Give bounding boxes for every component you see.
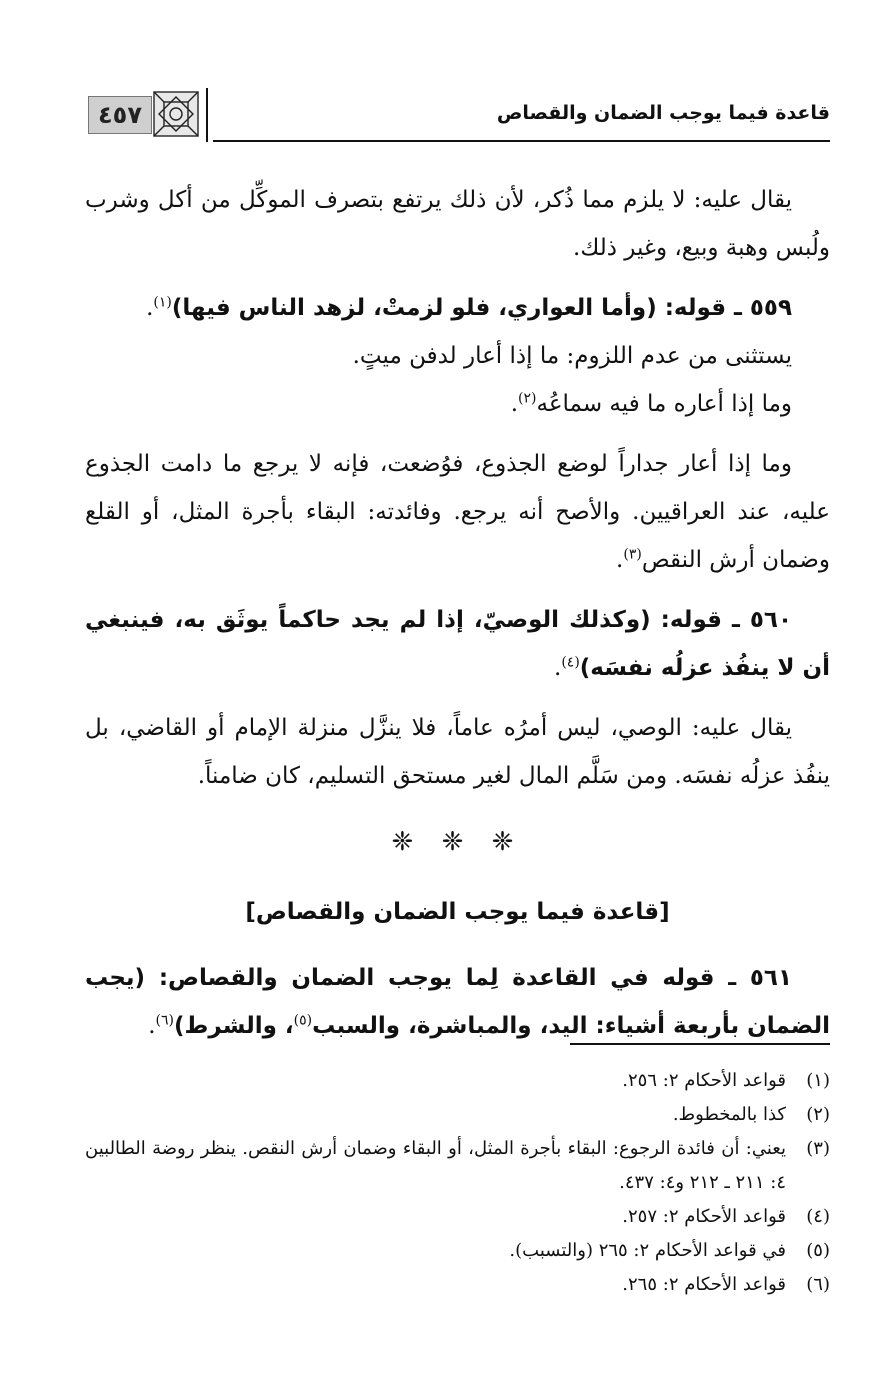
footnote-3	[85, 1132, 830, 1200]
footnote-number: (٤)	[806, 1206, 830, 1227]
footnote-1	[85, 1064, 830, 1098]
paragraph-559	[85, 284, 830, 332]
footnotes	[85, 1064, 830, 1302]
paragraph-560	[85, 596, 830, 692]
paragraph-561	[85, 954, 830, 1050]
footnote-rule	[570, 1043, 830, 1045]
footnote-number: (٢)	[806, 1104, 830, 1125]
paragraph-3: يستثنى من عدم اللزوم: ما إذا أعار لدفن ميتٍ.	[352, 343, 792, 369]
section-heading: [قاعدة فيما يوجب الضمان والقصاص]	[245, 899, 670, 925]
geometric-star-ornament-icon	[152, 90, 200, 138]
footnote-5	[85, 1234, 830, 1268]
statement-561-part-1: ٥٦١ ـ قوله في القاعدة لِما يوجب الضمان والقصاص: (يجب الضمان بأربعة أشياء: اليد، والمباشرة، والسبب	[85, 965, 830, 1039]
footnote-ref-6[interactable]: (٦)	[155, 1012, 174, 1029]
running-title: قاعدة فيما يوجب الضمان والقصاص	[496, 102, 830, 124]
paragraph-5	[85, 440, 830, 584]
paragraph-1: يقال عليه: لا يلزم مما ذُكر، لأن ذلك يرتفع بتصرف الموكِّل من أكل وشرب ولُبس وهبة وبيع، وغير ذلك.	[85, 187, 830, 261]
statement-561-part-2: ، والشرط)	[174, 1013, 294, 1039]
paragraph-561-end: .	[148, 1013, 156, 1039]
footnote-number: (٦)	[806, 1274, 830, 1295]
footnote-text: قواعد الأحكام ٢: ٢٥٦.	[622, 1070, 786, 1091]
footnote-number: (٥)	[806, 1240, 830, 1261]
paragraph-4-end: .	[510, 391, 519, 417]
paragraph-7: يقال عليه: الوصي، ليس أمرُه عاماً، فلا ينزَّل منزلة الإمام أو القاضي، بل ينفُذ عزلُه نفسَه. ومن سَلَّم المال لغير مستحق التسليم، كان ضامناً.	[85, 715, 830, 789]
footnote-ref-4[interactable]: (٤)	[561, 654, 580, 671]
footnote-number: (٣)	[806, 1138, 830, 1159]
footnote-ref-3[interactable]: (٣)	[623, 546, 642, 563]
section-separator: ❈ ❈ ❈	[391, 827, 524, 857]
paragraph-559-end: .	[146, 295, 154, 321]
footnote-text: قواعد الأحكام ٢: ٢٦٥.	[622, 1274, 786, 1295]
main-text	[85, 176, 830, 1062]
paragraph-5-end: .	[616, 547, 624, 573]
statement-559: ٥٥٩ ـ قوله: (وأما العواري، فلو لزمتْ، لزهد الناس فيها)	[171, 295, 792, 321]
footnote-ref-2[interactable]: (٢)	[518, 390, 537, 407]
running-header	[88, 88, 830, 144]
paragraph-560-end: .	[554, 655, 562, 681]
footnote-ref-5[interactable]: (٥)	[293, 1012, 313, 1029]
footnote-2	[85, 1098, 830, 1132]
footnote-text: يعني: أن فائدة الرجوع: البقاء بأجرة المثل، أو البقاء وضمان أرش النقص. ينظر روضة الطالبين ٤: ٢١١ ـ ٢١٢ و٤: ٤٣٧.	[85, 1138, 786, 1193]
footnote-ref-1[interactable]: (١)	[153, 294, 172, 311]
footnote-6	[85, 1268, 830, 1302]
page-number: ٤٥٧	[88, 96, 152, 134]
paragraph-4-text: وما إذا أعاره ما فيه سماعُه	[536, 391, 792, 417]
footnote-text: قواعد الأحكام ٢: ٢٥٧.	[622, 1206, 786, 1227]
statement-560: ٥٦٠ ـ قوله: (وكذلك الوصيّ، إذا لم يجد حاكماً يوثَق به، فينبغي أن لا ينفُذ عزلُه نفسَه)	[85, 607, 830, 681]
footnote-text: كذا بالمخطوط.	[672, 1104, 786, 1125]
header-rule	[213, 140, 830, 142]
paragraph-4	[85, 380, 830, 428]
footnote-number: (١)	[806, 1070, 830, 1091]
footnote-text: في قواعد الأحكام ٢: ٢٦٥ (والتسبب).	[509, 1240, 786, 1261]
header-divider	[206, 88, 208, 142]
paragraph-5-text: وما إذا أعار جداراً لوضع الجذوع، فوُضعت، فإنه لا يرجع ما دامت الجذوع عليه، عند العراقيين. والأصح أنه يرجع. وفائدته: البقاء بأجرة المثل، أو القلع وضمان أرش النقص	[85, 451, 830, 573]
footnote-4	[85, 1200, 830, 1234]
